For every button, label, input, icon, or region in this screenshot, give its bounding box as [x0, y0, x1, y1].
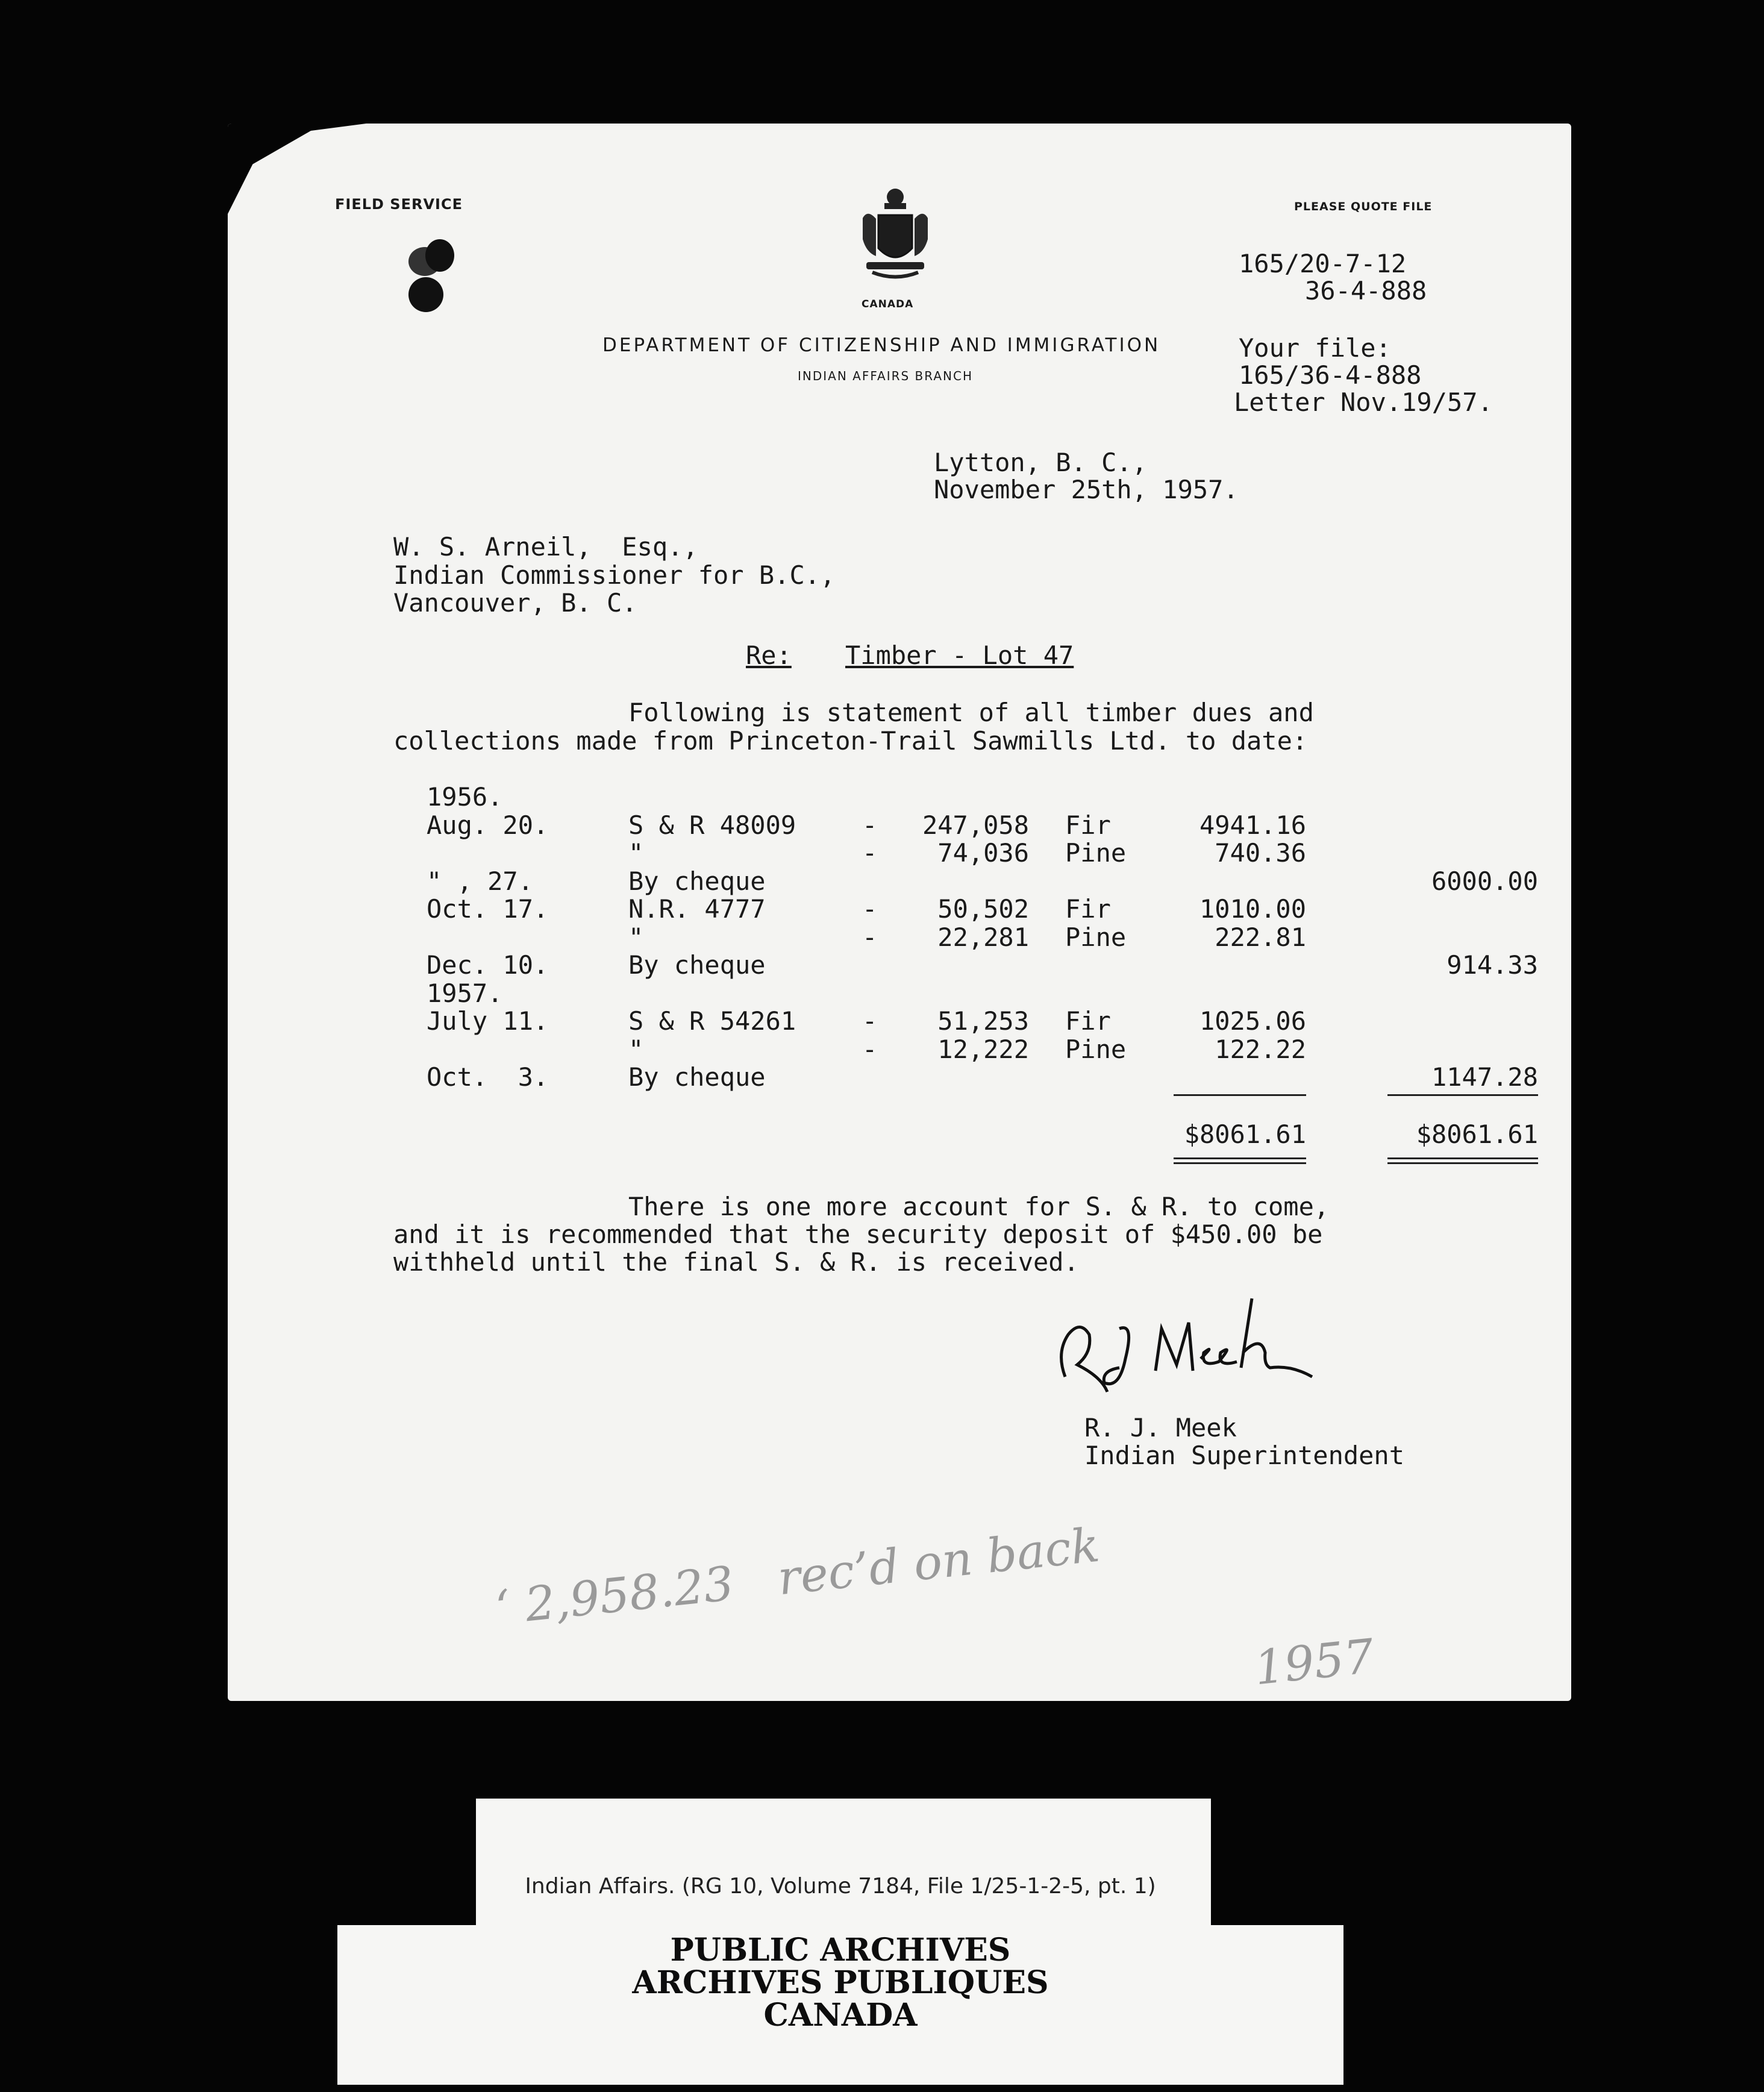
statement-qty: 51,253: [937, 1006, 1029, 1036]
statement-qty: 74,036: [937, 838, 1029, 868]
file-ref-2: 36-4-888: [1305, 276, 1427, 305]
statement-desc: By cheque: [628, 950, 766, 980]
file-ref-1: 165/20-7-12: [1239, 249, 1407, 278]
canada-label: CANADA: [862, 298, 914, 310]
statement-desc: N.R. 4777: [628, 894, 766, 924]
statement-qty: 247,058: [922, 810, 1029, 840]
field-service-label: FIELD SERVICE: [335, 196, 463, 213]
letter-sheet: [228, 124, 1571, 1701]
statement-debit: 740.36: [1215, 838, 1306, 868]
label-stub-left: [476, 1799, 1211, 1835]
debit-double-rule: [1174, 1162, 1306, 1164]
recipient-city: Vancouver, B. C.: [393, 588, 637, 618]
statement-qty: 22,281: [937, 922, 1029, 952]
statement-desc: ": [628, 1034, 644, 1064]
statement-dash: -: [862, 810, 878, 840]
statement-dash: -: [862, 1034, 878, 1064]
statement-date: Dec. 10.: [427, 950, 549, 980]
credit-rule: [1387, 1094, 1538, 1096]
archive-label: [337, 1832, 1343, 2085]
statement-desc: S & R 54261: [628, 1006, 796, 1036]
statement-species: Pine: [1065, 1034, 1127, 1064]
statement-desc: By cheque: [628, 1062, 766, 1092]
statement-date: July 11.: [427, 1006, 549, 1036]
archive-line-3: CANADA: [763, 1997, 918, 2034]
pencil-note: ‘ 2,958.23 rec’d on back: [493, 1518, 1102, 1636]
signatory-title: Indian Superintendent: [1084, 1441, 1405, 1470]
signatory-name: R. J. Meek: [1084, 1413, 1237, 1442]
debit-double-rule: [1174, 1157, 1306, 1159]
statement-species: Fir: [1065, 810, 1111, 840]
statement-credit: 6000.00: [1431, 866, 1538, 896]
statement-species: Pine: [1065, 838, 1127, 868]
statement-credit: 914.33: [1447, 950, 1538, 980]
department-name: DEPARTMENT OF CITIZENSHIP AND IMMIGRATION: [602, 334, 1161, 356]
statement-date: Aug. 20.: [427, 810, 549, 840]
statement-debit: 1010.00: [1199, 894, 1306, 924]
closing-line-1: There is one more account for S. & R. to come,: [628, 1192, 1330, 1221]
pencil-note-year: 1957: [1252, 1629, 1377, 1696]
branch-name: INDIAN AFFAIRS BRANCH: [798, 369, 973, 383]
recipient-title: Indian Commissioner for B.C.,: [393, 560, 836, 590]
statement-date: " , 27.: [427, 866, 534, 896]
subject-re: Re:: [746, 640, 792, 670]
credit-total: $8061.61: [1416, 1120, 1538, 1149]
letter-ref: Letter Nov.19/57.: [1234, 387, 1493, 417]
letter-date: November 25th, 1957.: [934, 475, 1239, 504]
statement-desc: By cheque: [628, 866, 766, 896]
intro-line-2: collections made from Princeton-Trail Sawmills Ltd. to date:: [393, 726, 1308, 756]
debit-total: $8061.61: [1184, 1120, 1306, 1149]
recipient-name: W. S. Arneil, Esq.,: [393, 532, 698, 562]
statement-date: 1956.: [427, 782, 503, 812]
statement-desc: ": [628, 922, 644, 952]
statement-dash: -: [862, 1006, 878, 1036]
please-quote-label: PLEASE QUOTE FILE: [1294, 200, 1433, 213]
statement-dash: -: [862, 922, 878, 952]
debit-rule: [1174, 1094, 1306, 1096]
statement-desc: ": [628, 838, 644, 868]
statement-debit: 122.22: [1215, 1034, 1306, 1064]
statement-debit: 222.81: [1215, 922, 1306, 952]
statement-dash: -: [862, 894, 878, 924]
credit-double-rule: [1387, 1157, 1538, 1159]
statement-debit: 4941.16: [1199, 810, 1306, 840]
statement-qty: 12,222: [937, 1034, 1029, 1064]
statement-date: Oct. 3.: [427, 1062, 549, 1092]
statement-species: Pine: [1065, 922, 1127, 952]
closing-line-3: withheld until the final S. & R. is received.: [393, 1247, 1079, 1277]
handwritten-signature: [1053, 1286, 1318, 1407]
statement-date: 1957.: [427, 978, 503, 1008]
label-side-right: [1211, 1832, 1343, 1925]
closing-line-2: and it is recommended that the security deposit of $450.00 be: [393, 1220, 1323, 1249]
your-file-label: Your file:: [1239, 333, 1391, 363]
intro-line-1: Following is statement of all timber dues and: [628, 698, 1314, 727]
your-file-ref: 165/36-4-888: [1239, 360, 1422, 390]
statement-date: Oct. 17.: [427, 894, 549, 924]
statement-desc: S & R 48009: [628, 810, 796, 840]
place: Lytton, B. C.,: [934, 448, 1148, 477]
archive-line-2: ARCHIVES PUBLIQUES: [632, 1964, 1049, 2001]
credit-double-rule: [1387, 1162, 1538, 1164]
label-side-left: [337, 1832, 476, 1925]
statement-species: Fir: [1065, 1006, 1111, 1036]
archive-line-1: PUBLIC ARCHIVES: [670, 1932, 1011, 1968]
statement-qty: 50,502: [937, 894, 1029, 924]
archive-reference: Indian Affairs. (RG 10, Volume 7184, File 1/25-1-2-5, pt. 1): [525, 1874, 1156, 1899]
statement-species: Fir: [1065, 894, 1111, 924]
statement-debit: 1025.06: [1199, 1006, 1306, 1036]
subject-text: Timber - Lot 47: [845, 640, 1074, 670]
statement-credit: 1147.28: [1431, 1062, 1538, 1092]
statement-dash: -: [862, 838, 878, 868]
